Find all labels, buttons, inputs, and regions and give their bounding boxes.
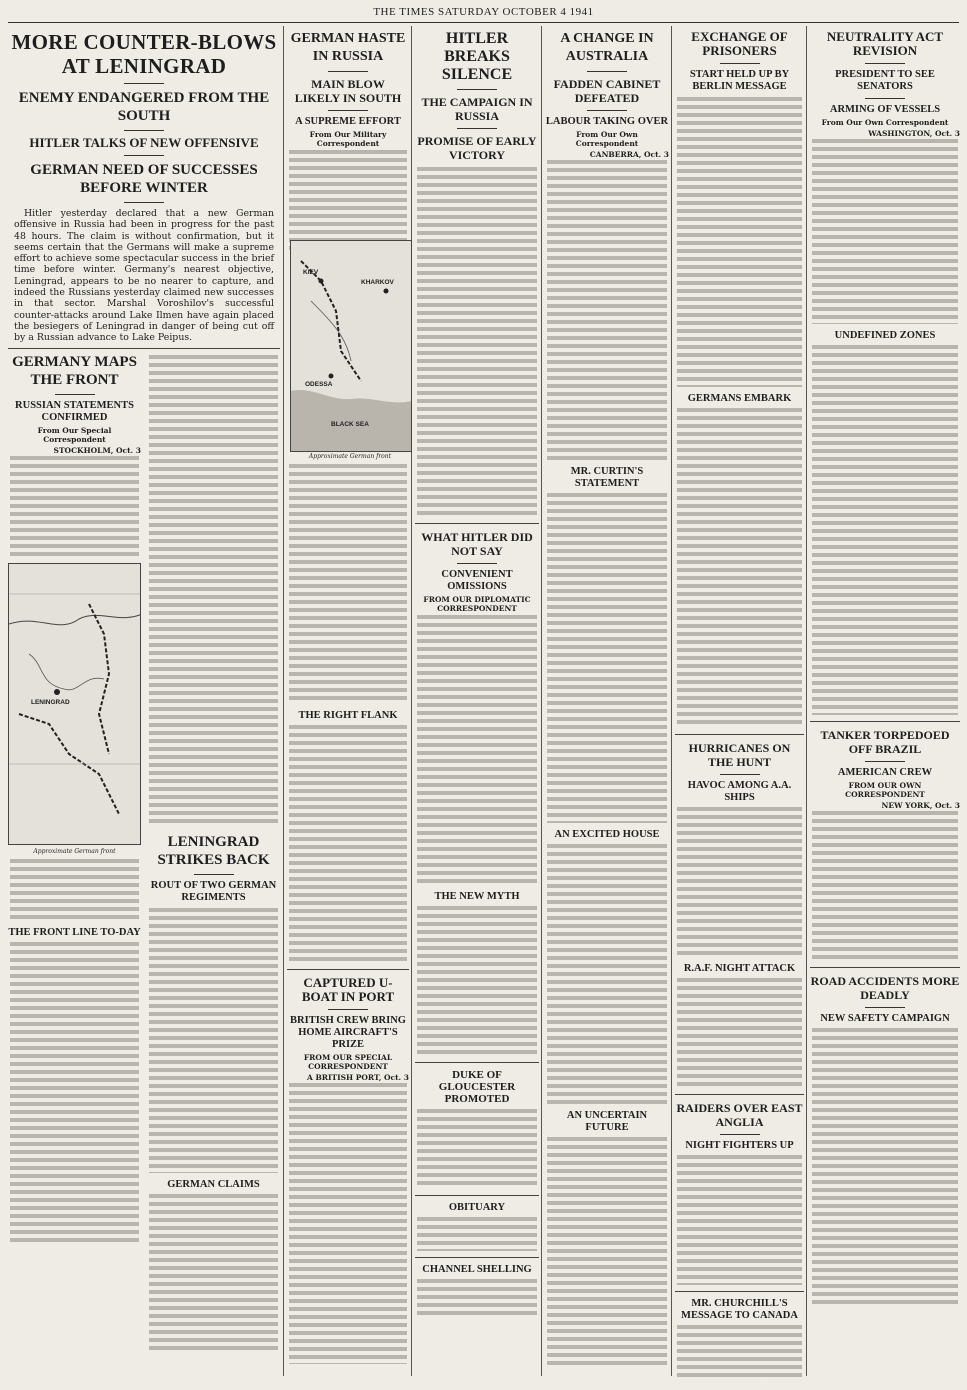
section-heading: DUKE OF GLOUCESTER PROMOTED: [438, 1069, 516, 1105]
subheadline: LABOUR TAKING OVER: [545, 116, 669, 127]
byline: From Our Own Correspondent: [575, 130, 639, 148]
divider: [587, 110, 627, 111]
body-text: [149, 355, 278, 825]
divider: [328, 110, 368, 111]
section-heading: OBITUARY: [448, 1202, 506, 1213]
body-text: [547, 844, 667, 1104]
divider: [328, 71, 368, 72]
divider: [675, 1094, 804, 1095]
section-heading: AN EXCITED HOUSE: [554, 829, 660, 840]
divider: [865, 63, 905, 64]
section-heading: THE FRONT LINE TO-DAY: [8, 926, 141, 938]
dateline: STOCKHOLM, Oct. 3: [53, 445, 141, 455]
map-drawing: [9, 564, 141, 844]
subheadline: START HELD UP BY BERLIN MESSAGE: [689, 69, 790, 92]
divider: [124, 155, 164, 156]
column-rule: [671, 26, 672, 1376]
headline: GERMAN HASTE IN RUSSIA: [290, 31, 406, 64]
subheadline: BRITISH CREW BRING HOME AIRCRAFT'S PRIZE: [290, 1015, 406, 1050]
subheadline: PRESIDENT TO SEE SENATORS: [835, 69, 935, 92]
subheadline: AMERICAN CREW: [837, 767, 933, 778]
headline: HURRICANES ON THE HUNT: [688, 741, 791, 769]
subheadline: NEW SAFETY CAMPAIGN: [820, 1013, 950, 1024]
divider: [287, 969, 409, 970]
dateline: CANBERRA, Oct. 3: [589, 150, 669, 159]
leningrad-map: [8, 563, 141, 845]
headline: ROAD ACCIDENTS MORE DEADLY: [810, 974, 960, 1002]
dateline: WASHINGTON, Oct. 3: [868, 129, 960, 138]
headline: RAIDERS OVER EAST ANGLIA: [676, 1101, 803, 1129]
divider: [457, 89, 497, 90]
lead-right-subcolumn: [147, 349, 280, 1354]
map-caption: Approximate German front: [33, 847, 116, 855]
body-text: [289, 464, 407, 704]
divider: [587, 71, 627, 72]
body-text: [417, 906, 537, 1056]
section-heading: THE NEW MYTH: [434, 891, 520, 902]
divider: [457, 563, 497, 564]
body-text: [289, 1083, 407, 1364]
article-neutrality: [810, 30, 960, 1380]
body-text: [677, 97, 802, 387]
map-label: LENINGRAD: [31, 698, 70, 706]
body-text: [289, 725, 407, 963]
section-heading: ROUT OF TWO GERMAN REGIMENTS: [150, 879, 277, 903]
body-text: [10, 859, 139, 921]
byline: FROM OUR OWN CORRESPONDENT: [845, 781, 925, 799]
divider: [675, 734, 804, 735]
article-hitler-silence: [415, 30, 539, 1380]
divider: [720, 774, 760, 775]
body-text: [547, 1137, 667, 1367]
south-russia-map: [290, 240, 412, 452]
divider: [194, 874, 234, 875]
byline: From Our Own Correspondent: [821, 118, 949, 127]
byline: FROM OUR SPECIAL CORRESPONDENT: [303, 1053, 393, 1071]
divider: [865, 98, 905, 99]
section-heading: WHAT HITLER DID NOT SAY: [421, 530, 533, 558]
section-heading: AN UNCERTAIN FUTURE: [566, 1110, 648, 1133]
section-heading: THE RIGHT FLANK: [298, 710, 398, 721]
lead-subhead-3: GERMAN NEED OF SUCCESSES BEFORE WINTER: [30, 162, 258, 196]
lead-subhead-1: ENEMY ENDANGERED FROM THE SOUTH: [18, 90, 270, 124]
map-label: ODESSA: [305, 381, 333, 388]
body-text: [10, 456, 139, 560]
section-heading: GERMANS EMBARK: [687, 393, 792, 404]
column-rule: [411, 26, 412, 1376]
map-label: KIEV: [303, 269, 319, 276]
body-text: [677, 807, 802, 957]
divider: [124, 202, 164, 203]
divider: [415, 1257, 539, 1258]
lead-headline: MORE COUNTER-BLOWS AT LENINGRAD: [11, 30, 277, 78]
lead-left-subcolumn: [8, 349, 141, 1354]
body-text: [417, 615, 537, 885]
divider: [865, 761, 905, 762]
subheadline: HAVOC AMONG A.A. SHIPS: [687, 780, 792, 803]
map-label: KHARKOV: [361, 279, 394, 286]
headline: HITLER BREAKS SILENCE: [441, 30, 513, 83]
article-australia: [545, 30, 669, 1380]
body-text: [812, 345, 958, 715]
body-text: [547, 160, 667, 460]
body-text: [417, 1217, 537, 1251]
divider: [124, 130, 164, 131]
divider: [810, 967, 960, 968]
lead-intro: Hitler yesterday declared that a new German offensive in Russia had been in progress for the past 48 hours. The claim is without confirmation, but it seems certain that the Germans will make a supreme effort to achieve some spectacular success in the brief time before winter. Germany's nearest objective, Leningrad, appears to be no nearer to capture, and indeed the Russians yesterday claimed new successes in that sector. Marshal Voroshilov's successful counter-attacks around Lake Ilmen have again placed the besiegers of Leningrad in danger of being cut off by a Russian advance to Lake Peipus.: [14, 208, 274, 344]
section-heading: RUSSIAN STATEMENTS CONFIRMED: [15, 399, 134, 423]
body-text: [149, 1194, 278, 1354]
divider: [55, 394, 95, 395]
column-rule: [283, 26, 284, 1376]
section-heading: LENINGRAD STRIKES BACK: [157, 833, 270, 868]
byline: FROM OUR DIPLOMATIC CORRESPONDENT: [423, 595, 531, 613]
body-text: [677, 978, 802, 1088]
column-rule: [806, 26, 807, 1376]
byline: From Our Military Correspondent: [309, 130, 387, 148]
body-text: [812, 139, 958, 324]
body-text: [10, 942, 139, 1242]
divider: [457, 128, 497, 129]
divider: [865, 1007, 905, 1008]
body-text: [417, 167, 537, 517]
section-heading: R.A.F. NIGHT ATTACK: [683, 963, 796, 974]
section-heading: GERMANY MAPS THE FRONT: [12, 353, 137, 388]
body-text: [289, 150, 407, 250]
section-heading: GERMAN CLAIMS: [167, 1178, 260, 1190]
divider: [328, 1009, 368, 1010]
body-text: [812, 811, 958, 961]
headline: CAPTURED U-BOAT IN PORT: [301, 975, 395, 1004]
divider: [124, 83, 164, 84]
divider: [415, 523, 539, 524]
subheadline: PROMISE OF EARLY VICTORY: [417, 134, 537, 162]
map-label: BLACK SEA: [331, 421, 369, 428]
divider: [675, 1291, 804, 1292]
divider: [720, 1134, 760, 1135]
divider: [810, 721, 960, 722]
body-text: [677, 408, 802, 728]
body-text: [677, 1325, 802, 1380]
body-text: [417, 1109, 537, 1189]
column-rule: [541, 26, 542, 1376]
headline: NEUTRALITY ACT REVISION: [826, 30, 944, 58]
body-text: [417, 1279, 537, 1319]
section-heading: UNDEFINED ZONES: [834, 330, 936, 341]
article-german-haste-cont: [287, 464, 409, 1364]
section-heading: MR. CURTIN'S STATEMENT: [570, 466, 644, 489]
masthead: THE TIMES SATURDAY OCTOBER 4 1941: [373, 6, 594, 18]
lead-article: [8, 30, 280, 1380]
divider: [415, 1062, 539, 1063]
article-prisoners: [675, 30, 804, 1380]
subheadline: MAIN BLOW LIKELY IN SOUTH: [294, 77, 402, 105]
subheadline: ARMING OF VESSELS: [829, 104, 941, 115]
headline: A CHANGE IN AUSTRALIA: [560, 31, 654, 64]
section-heading: CHANNEL SHELLING: [422, 1264, 532, 1275]
subheadline: NIGHT FIGHTERS UP: [685, 1140, 794, 1151]
subheadline: FADDEN CABINET DEFEATED: [553, 77, 661, 105]
dateline: NEW YORK, Oct. 3: [881, 801, 960, 810]
map-caption: Approximate German front: [308, 453, 392, 460]
divider: [415, 1195, 539, 1196]
body-text: [677, 1155, 802, 1285]
body-text: [547, 493, 667, 823]
section-heading: CONVENIENT OMISSIONS: [441, 569, 513, 592]
headline: TANKER TORPEDOED OFF BRAZIL: [820, 728, 950, 756]
body-text: [149, 908, 278, 1173]
divider: [720, 63, 760, 64]
section-heading: MR. CHURCHILL'S MESSAGE TO CANADA: [681, 1298, 798, 1321]
byline: From Our Special Correspondent: [37, 425, 112, 444]
lead-subhead-2: HITLER TALKS OF NEW OFFENSIVE: [29, 135, 259, 150]
subheadline: A SUPREME EFFORT: [295, 116, 401, 127]
headline: EXCHANGE OF PRISONERS: [691, 30, 788, 58]
subheadline: THE CAMPAIGN IN RUSSIA: [421, 95, 533, 123]
dateline: A BRITISH PORT, Oct. 3: [307, 1073, 409, 1082]
top-rule: [8, 22, 959, 23]
body-text: [812, 1028, 958, 1308]
